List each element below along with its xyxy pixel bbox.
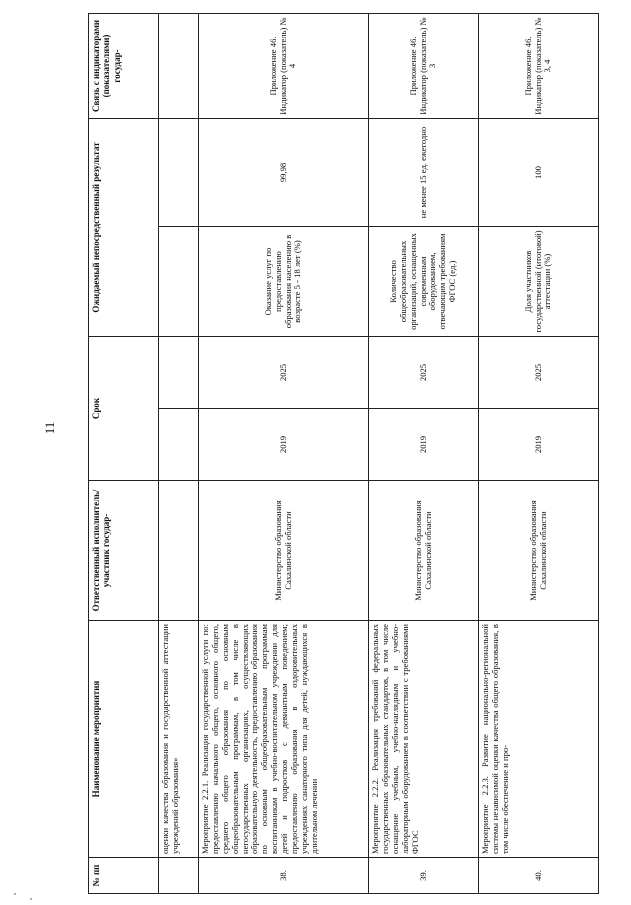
row-end: [159, 336, 199, 408]
table-row: [199, 13, 369, 893]
row-responsible: Министерство образования Сахалинской области: [199, 481, 369, 621]
header-name: Наименование мероприятия: [89, 621, 159, 858]
row-num: [159, 858, 199, 894]
row-indicator: Оказание услуг по предоставлению образования населению в возрасте 5 - 18 лет (%): [199, 226, 369, 336]
scan-speck: [14, 893, 16, 895]
row-name: Мероприятие 2.2.1. Реализация государственной услуги по: предоставлению начального общего, основного общего, среднего общего образования по основным общеобразовательным программам, в том числе в негосударственных организациях, осуществляющих образовательную деятельность, предоставлению образования по основным общеобразовательным программам воспитанникам в учебно-воспитательном учреждении для детей и подростков с девиантным поведением; предоставлению образования в оздоровительных учреждениях санаторного типа для детей, нуждающихся в длительном лечении: [199, 621, 369, 858]
row-indicator: Количество общеобразовательных организаций, оснащенных современным оборудованием, отвечающим требованиям ФГОС (ед.): [369, 226, 479, 336]
row-name: оценки качества образования и государственной аттестации учреждений образования»: [159, 621, 199, 858]
row-start: 2019: [369, 409, 479, 481]
header-responsible: Ответственный исполнитель/участник государ-: [89, 481, 159, 621]
row-link: Приложение 46. Индикатор (показатель) № 3: [369, 13, 479, 118]
row-link: [159, 13, 199, 118]
row-end: 2025: [479, 336, 599, 408]
row-start: 2019: [199, 409, 369, 481]
row-name: Мероприятие 2.2.3. Развитие национально-региональной системы независимой оценки качества общего образования, в том числе обеспечение и про-: [479, 621, 599, 858]
row-end: 2025: [199, 336, 369, 408]
table-row: [479, 13, 599, 893]
row-name: Мероприятие 2.2.2. Реализация требований федеральных государственных образовательных стандартов, в том числе оснащение учебным, учебно-наглядным и учебно-лабораторным оборудованием в соответствии с требованиями ФГОС: [369, 621, 479, 858]
row-value: не менее 15 ед. ежегодно: [369, 118, 479, 226]
row-start: 2019: [479, 409, 599, 481]
row-value: 99,98: [199, 118, 369, 226]
scan-speck: [30, 898, 32, 900]
row-num: 40.: [479, 858, 599, 894]
table-header-row: [89, 13, 159, 893]
header-link: Связь с индикаторами (показателями) государ-: [89, 13, 159, 118]
row-responsible: Министерство образования Сахалинской области: [369, 481, 479, 621]
header-num: № пп: [89, 858, 159, 894]
row-end: 2025: [369, 336, 479, 408]
row-value: 100: [479, 118, 599, 226]
page-number: 11: [42, 421, 57, 435]
row-num: 39.: [369, 858, 479, 894]
table-row: [159, 13, 199, 893]
row-value: [159, 118, 199, 226]
row-indicator: Доля участников государственной (итоговой) аттестации (%): [479, 226, 599, 336]
row-start: [159, 409, 199, 481]
table-row: [369, 13, 479, 893]
row-responsible: Министерство образования Сахалинской области: [479, 481, 599, 621]
row-responsible: [159, 481, 199, 621]
row-num: 38.: [199, 858, 369, 894]
measures-table: [88, 13, 599, 894]
row-link: Приложение 46. Индикатор (показатель) № 4: [199, 13, 369, 118]
row-indicator: [159, 226, 199, 336]
row-link: Приложение 46. Индикатор (показатель) № 3, 4: [479, 13, 599, 118]
header-term: Срок: [89, 336, 159, 480]
header-result: Ожидаемый непосредственный результат: [89, 118, 159, 336]
rotated-table-sheet: [88, 14, 598, 894]
